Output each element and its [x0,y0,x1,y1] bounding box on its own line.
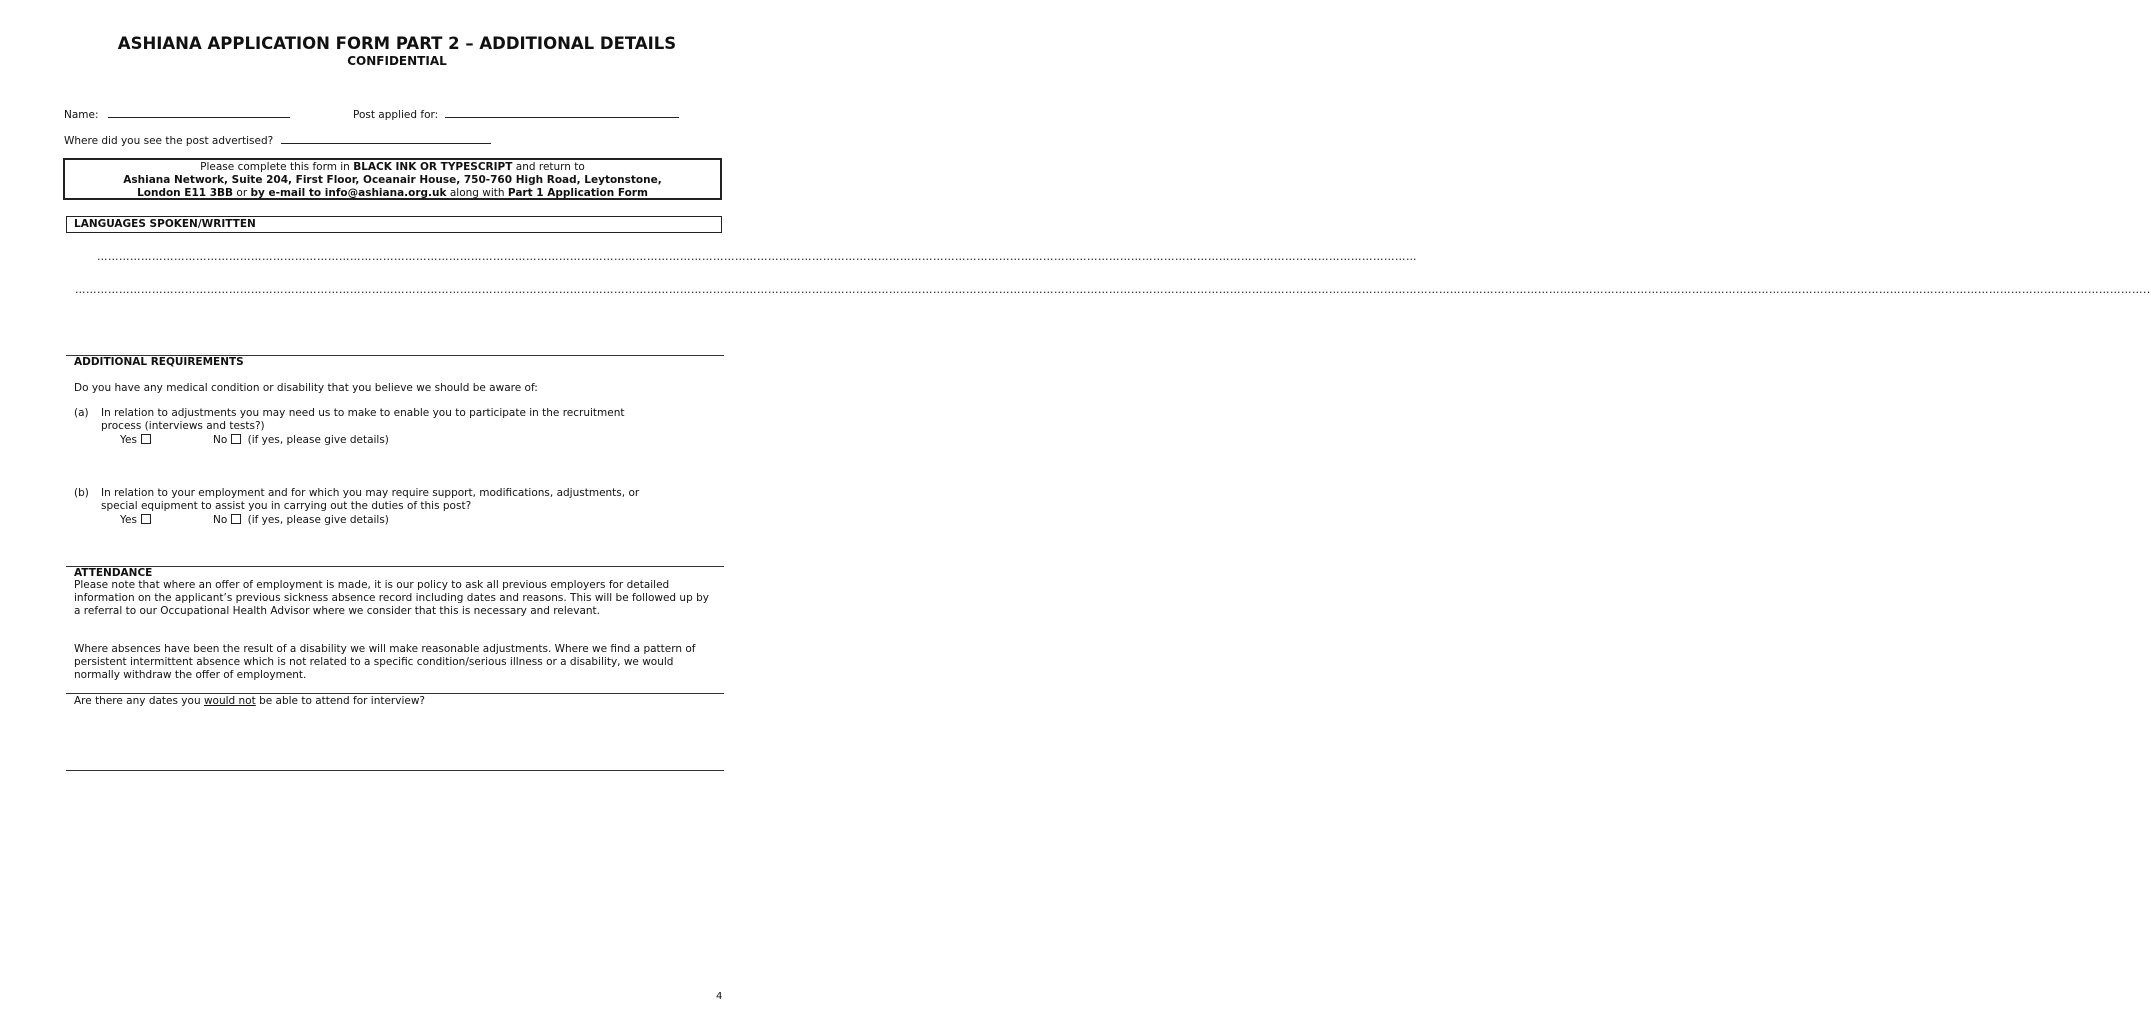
post-label: Post applied for: [353,109,439,121]
name-field [64,107,290,121]
advertised-input[interactable] [281,133,491,144]
page-title: ASHIANA APPLICATION FORM PART 2 – ADDITIONAL DETAILS [117,34,677,53]
instructions-box [63,158,722,200]
item-b-yes: Yes [120,514,151,526]
divider [66,770,724,771]
languages-line-1[interactable]: ……………………………………………………………………………………………………………………………………………………………………………………………………………………………………………………………………………………………………………………………… [97,251,1417,263]
item-a-marker: (a) [74,407,89,419]
medical-question: Do you have any medical condition or disability that you believe we should be aware of: [74,382,538,394]
page-number: 4 [716,991,723,1002]
languages-heading: LANGUAGES SPOKEN/WRITTEN [66,216,722,233]
interview-dates-answer-area[interactable] [66,708,724,770]
item-b-no-checkbox[interactable] [231,514,241,524]
additional-heading: ADDITIONAL REQUIREMENTS [74,356,244,368]
item-a-no-checkbox[interactable] [231,434,241,444]
divider [66,693,724,694]
advertised-label: Where did you see the post advertised? [64,135,274,147]
post-input[interactable] [445,107,679,118]
advertised-field [64,133,491,147]
interview-dates-question: Are there any dates you would not be able to attend for interview? [74,695,426,707]
attendance-heading: ATTENDANCE [74,567,153,579]
post-field [353,107,679,121]
languages-line-2[interactable]: …………………………………………………………………………………………………………………………………………………………………………………………………………………………………………………………………………………………………………………………………………………………………………………………………………………………………………………………………………………………………………………….. [75,284,2151,296]
item-a-yes: Yes [120,434,151,446]
item-a-no: No (if yes, please give details) [213,434,389,446]
attendance-paragraph-1: Please note that where an offer of employment is made, it is our policy to ask all previous employers for detailed information on the applicant’s previous sickness absence record including dates and reasons. This will be followed up by a referral to our Occupational Health Advisor where we consider that this is necessary and relevant. [74,579,709,617]
instructions-address-1: Ashiana Network, Suite 204, First Floor, Oceanair House, 750-760 High Road, Leytonstone, [123,174,662,186]
item-b-marker: (b) [74,487,89,499]
item-a-text: In relation to adjustments you may need us to make to enable you to participate in the recruitment process (interviews and tests?) [101,407,625,432]
name-input[interactable] [108,107,290,118]
item-b-yes-checkbox[interactable] [141,514,151,524]
item-b-no: No (if yes, please give details) [213,514,389,526]
name-label: Name: [64,109,99,121]
item-b-text: In relation to your employment and for which you may require support, modifications, adjustments, or special equipment to assist you in carrying out the duties of this post? [101,487,640,512]
instructions-line-3: London E11 3BB or by e-mail to info@ashiana.org.uk along with Part 1 Application Form [137,187,648,199]
divider [66,566,724,567]
email-link[interactable]: by e-mail to info@ashiana.org.uk [250,187,447,199]
attendance-paragraph-2: Where absences have been the result of a disability we will make reasonable adjustments. Where we find a pattern of persistent intermittent absence which is not related to a specific condition/serious illness or a disability, we would normally withdraw the offer of employment. [74,643,696,681]
item-a-yes-checkbox[interactable] [141,434,151,444]
instructions-line-1: Please complete this form in BLACK INK OR TYPESCRIPT and return to [200,161,585,173]
confidential-label: CONFIDENTIAL [347,54,447,68]
